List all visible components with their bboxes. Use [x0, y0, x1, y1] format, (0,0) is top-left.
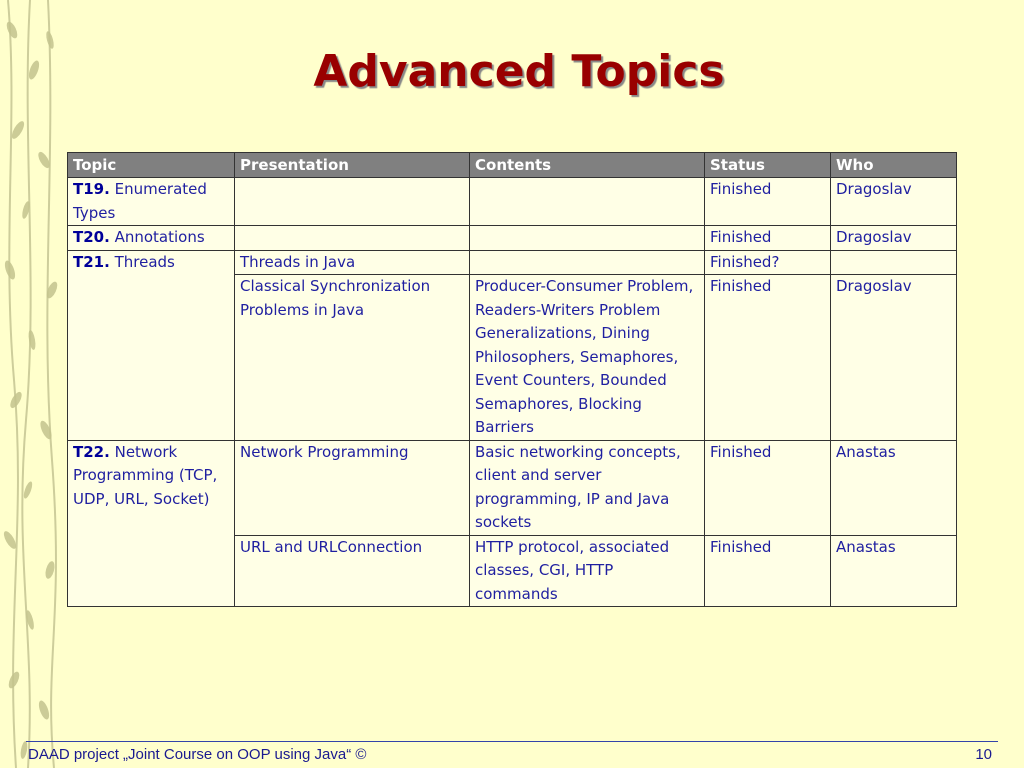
status-cell: Finished: [705, 535, 831, 607]
topic-name: Network Programming (TCP, UDP, URL, Socket): [73, 442, 218, 508]
who-cell: [831, 250, 957, 275]
topic-name: Annotations: [114, 228, 205, 246]
presentation-cell: URL and URLConnection: [235, 535, 470, 607]
header-status: Status: [705, 153, 831, 178]
status-cell: Finished?: [705, 250, 831, 275]
contents-cell: [470, 226, 705, 251]
presentation-cell: [235, 178, 470, 226]
topic-name: Enumerated Types: [73, 180, 207, 222]
topics-table: [67, 152, 957, 607]
topic-code: T21.: [73, 252, 110, 271]
contents-cell: Producer-Consumer Problem, Readers-Writers Problem Generalizations, Dining Philosophers, Semaphores, Event Counters, Bounded Semaphores, Blocking Barriers: [470, 275, 705, 441]
presentation-cell: Network Programming: [235, 440, 470, 535]
who-cell: Anastas: [831, 535, 957, 607]
contents-cell: [470, 250, 705, 275]
who-cell: Dragoslav: [831, 178, 957, 226]
header-presentation: Presentation: [235, 153, 470, 178]
table-row: [68, 440, 957, 535]
table-row: [68, 226, 957, 251]
topic-cell: [68, 178, 235, 226]
header-who: Who: [831, 153, 957, 178]
table-header-row: [68, 153, 957, 178]
contents-cell: Basic networking concepts, client and server programming, IP and Java sockets: [470, 440, 705, 535]
slide-title: Advanced Topics: [313, 46, 725, 97]
who-cell: Dragoslav: [831, 226, 957, 251]
topic-code: T20.: [73, 228, 110, 246]
who-cell: Anastas: [831, 440, 957, 535]
topic-code: T19.: [73, 180, 110, 198]
topic-name: Threads: [114, 252, 175, 271]
footer-divider: [26, 741, 998, 742]
table-row: [68, 250, 957, 275]
topic-cell: [68, 226, 235, 251]
header-topic: Topic: [68, 153, 235, 178]
status-cell: Finished: [705, 275, 831, 441]
table-row: [68, 178, 957, 226]
status-cell: Finished: [705, 226, 831, 251]
contents-cell: HTTP protocol, associated classes, CGI, HTTP commands: [470, 535, 705, 607]
header-contents: Contents: [470, 153, 705, 178]
topic-cell: [68, 440, 235, 607]
who-cell: Dragoslav: [831, 275, 957, 441]
footer-text: DAAD project „Joint Course on OOP using Java“ ©: [28, 746, 367, 763]
contents-cell: [470, 178, 705, 226]
status-cell: Finished: [705, 440, 831, 535]
presentation-cell: Threads in Java: [235, 250, 470, 275]
topic-code: T22.: [73, 442, 110, 461]
status-cell: Finished: [705, 178, 831, 226]
decorative-vine-border: [0, 0, 64, 768]
page-number: 10: [975, 746, 992, 763]
presentation-cell: Classical Synchronization Problems in Java: [235, 275, 470, 441]
presentation-cell: [235, 226, 470, 251]
topic-cell: [68, 250, 235, 440]
